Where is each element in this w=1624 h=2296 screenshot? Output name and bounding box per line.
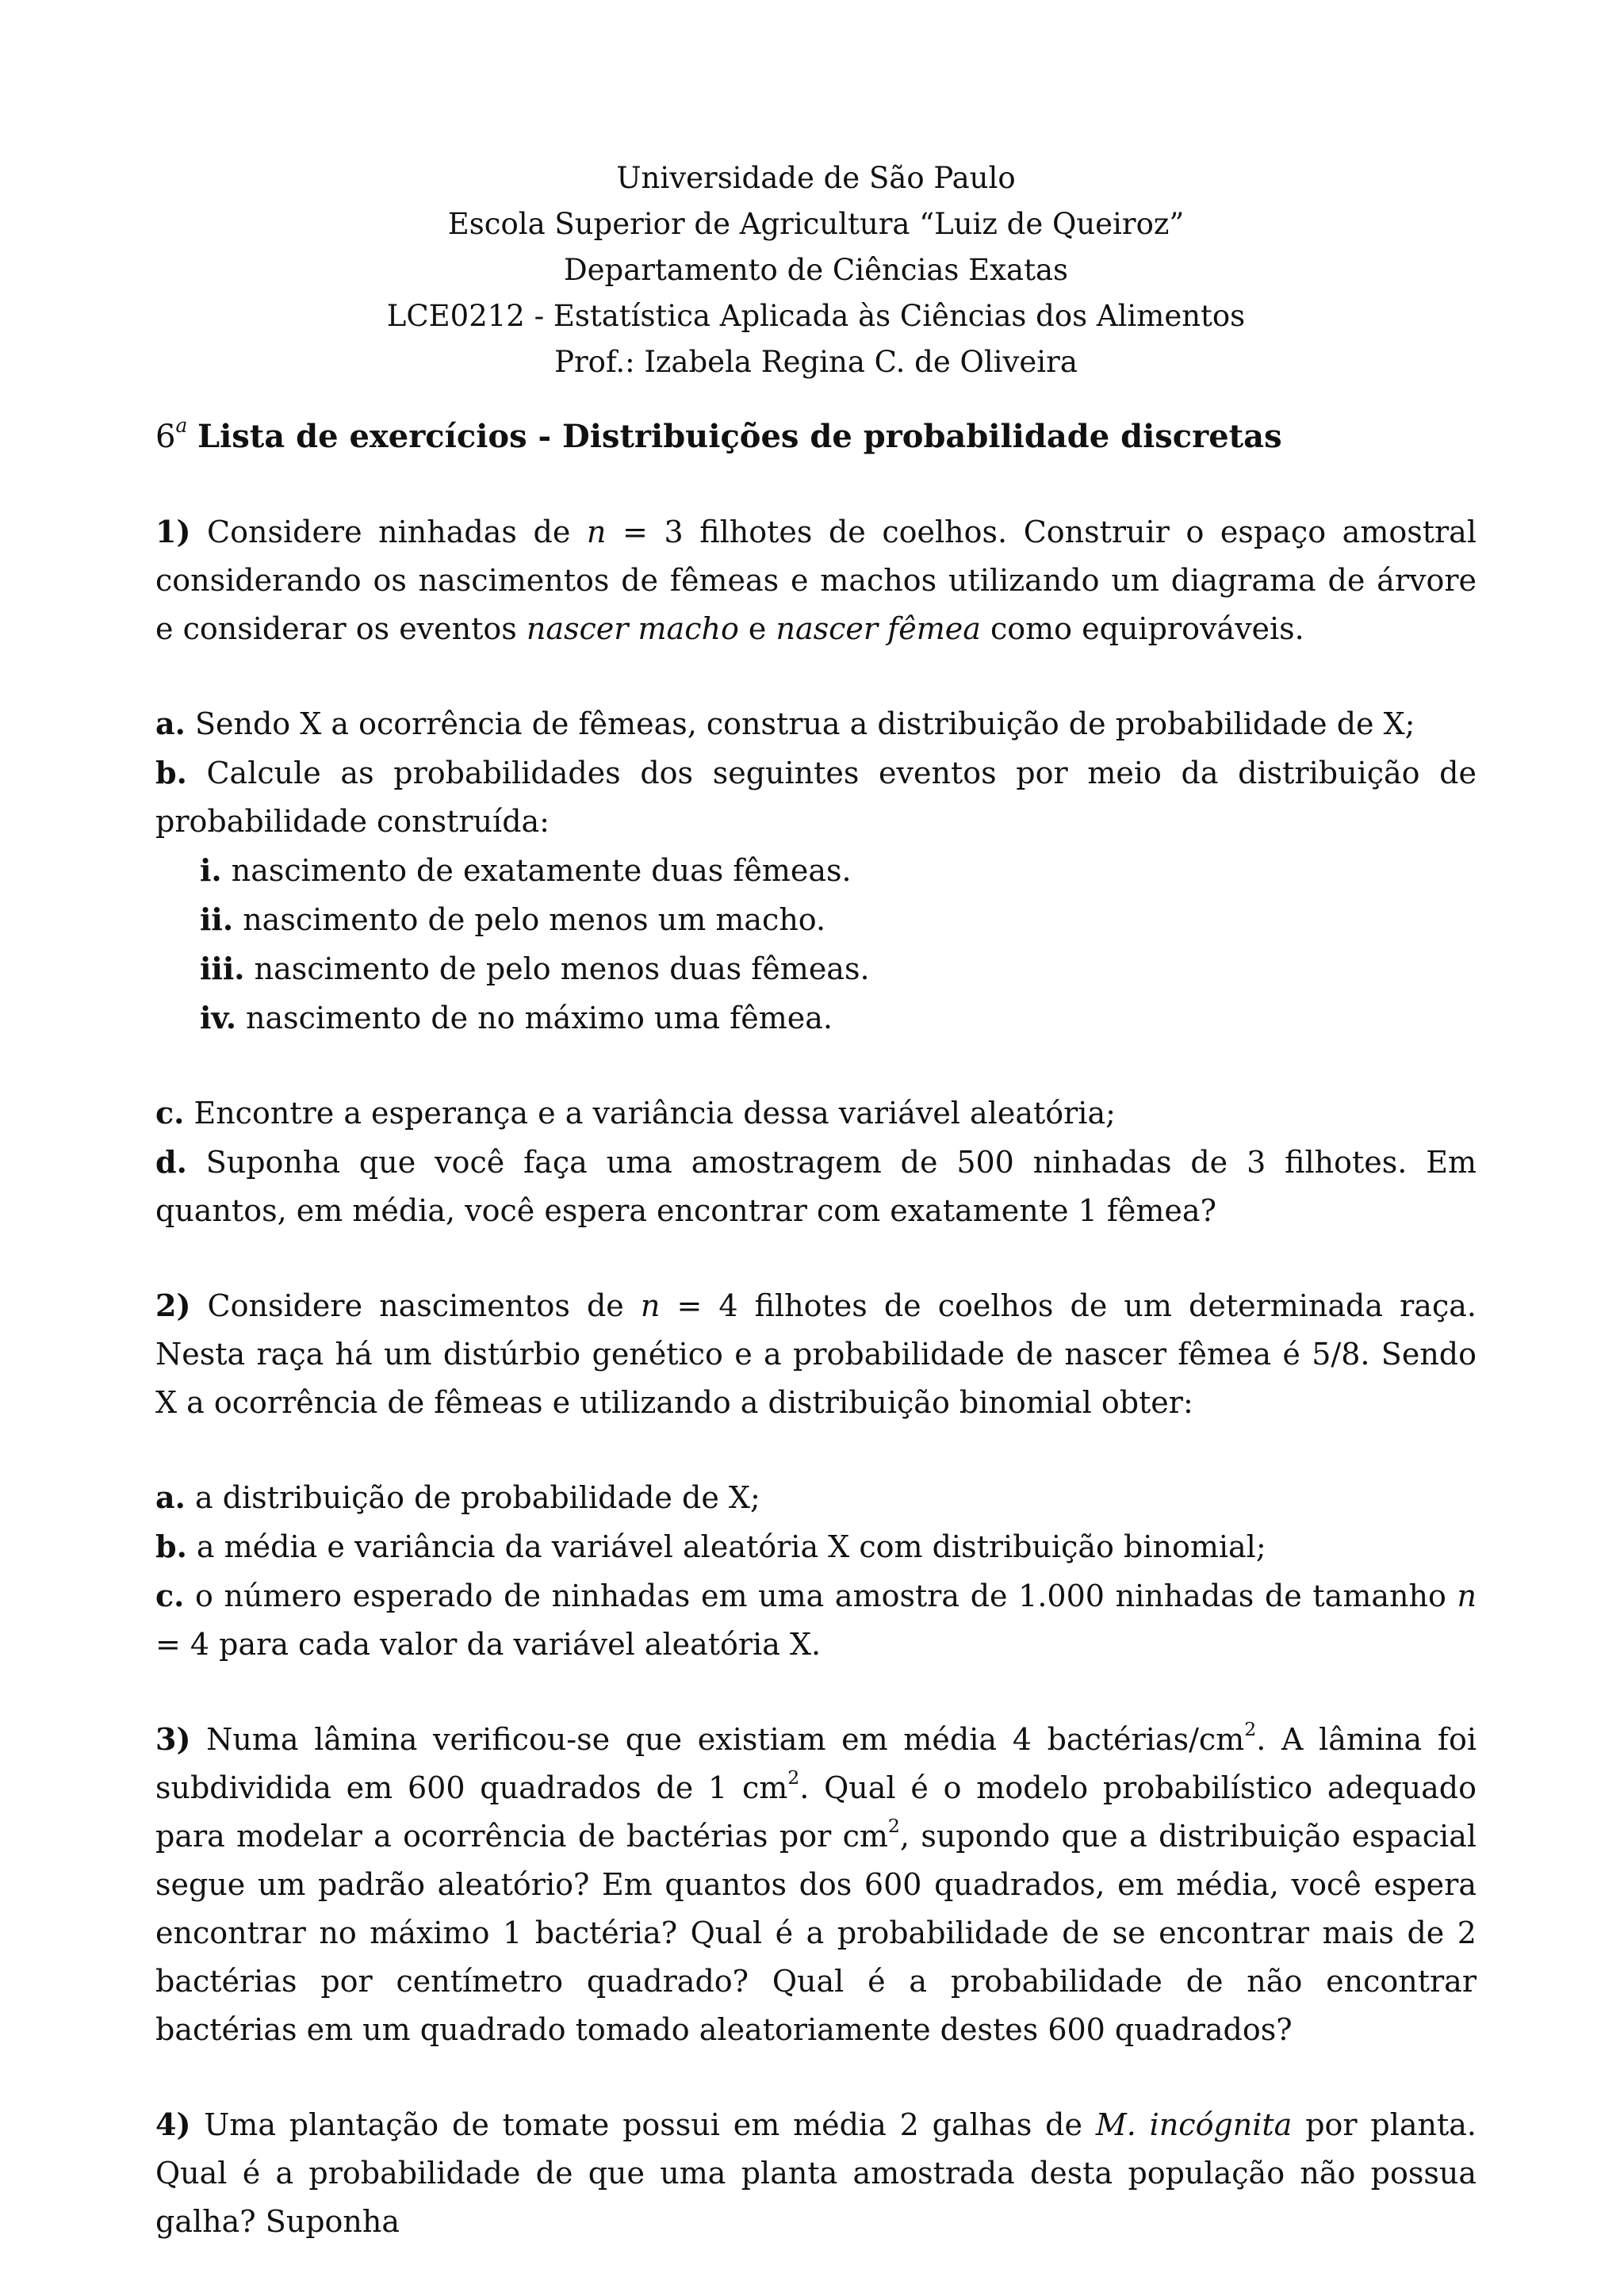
question-2-item-c [155,1571,1477,1669]
item-text: Calcule as probabilidades dos seguintes eventos por meio da distribuição de probabilidade construída: [155,756,1477,839]
item-label: b. [155,1529,187,1564]
question-4-number: 4) [155,2107,191,2142]
item-text: a média e variância da variável aleatória X com distribuição binomial; [196,1529,1266,1564]
question-3-sup-1: 2 [1244,1717,1257,1740]
question-1-item-d [155,1138,1477,1235]
question-4-text-2: por planta. Qual é a probabilidade de que uma planta amostrada desta população não possua galha? Suponha [155,2107,1477,2239]
item-text: a distribuição de probabilidade de X; [194,1480,760,1515]
question-1-subitem-i [200,846,1477,895]
item-text: o número esperado de ninhadas em uma amostra de 1.000 ninhadas de tamanho [195,1578,1446,1613]
question-4-species: M. incógnita [1095,2107,1293,2142]
department-name: Departamento de Ciências Exatas [563,253,1069,287]
question-2-items [155,1473,1477,1669]
subitem-text: nascimento de exatamente duas fêmeas. [231,853,852,888]
document-header [155,155,1477,385]
question-1-item-a [155,699,1477,748]
item-text: Sendo X a ocorrência de fêmeas, construa a distribuição de probabilidade de X; [194,706,1415,741]
question-3-sup-3: 2 [887,1814,900,1837]
school-name: Escola Superior de Agricultura “Luiz de Queiroz” [447,207,1185,241]
item-n: n [1457,1578,1477,1613]
list-title-text: Lista de exercícios - Distribuições de probabilidade discretas [197,418,1282,455]
item-label: a. [155,1479,186,1515]
question-1-n: n [586,515,607,549]
subitem-text: nascimento de no máximo uma fêmea. [246,1001,833,1035]
question-1-items-ab [155,699,1477,1043]
item-label: b. [155,755,187,790]
question-1-number: 1) [155,514,191,549]
item-label: c. [155,1578,185,1613]
subitem-label: iii. [200,951,245,986]
question-1-items-cd [155,1089,1477,1235]
subitem-text: nascimento de pelo menos duas fêmeas. [254,951,870,986]
question-1-item-b [155,748,1477,846]
subitem-label: iv. [200,1000,236,1035]
question-3-sup-2: 2 [787,1766,800,1789]
question-3-text-3: . Qual é o modelo probabilístico adequado para modelar a ocorrência de bactérias por cm [155,1770,1477,1854]
item-text-b: = 4 para cada valor da variável aleatória X. [155,1627,822,1662]
question-2-n: n [640,1288,661,1323]
question-1-event-female: nascer fêmea [776,611,981,646]
item-label: d. [155,1144,187,1180]
question-1-item-c [155,1089,1477,1138]
professor-name: Prof.: Izabela Regina C. de Oliveira [554,345,1078,379]
question-3-text-1: Numa lâmina verificou-se que existiam em média 4 bactérias/cm [206,1722,1245,1757]
item-label: c. [155,1095,185,1131]
item-text: Suponha que você faça uma amostragem de 500 ninhadas de 3 filhotes. Em quantos, em média, você espera encontrar com exatamente 1 fêmea? [155,1145,1477,1228]
question-3 [155,1715,1477,2054]
question-4-text-1: Uma plantação de tomate possui em média 2 galhas de [204,2107,1082,2142]
question-1-and: e [748,611,767,646]
question-2-item-b [155,1522,1477,1571]
item-label: a. [155,706,186,741]
subitem-label: i. [200,852,222,888]
question-1-subitem-iv [200,993,1477,1043]
list-number: 6 [155,419,176,455]
question-1-event-male: nascer macho [526,611,739,646]
question-2-text-a: Considere nascimentos de [207,1288,624,1323]
university-name: Universidade de São Paulo [616,161,1016,195]
question-2-text-b: = 4 filhotes de coelhos de um determinada raça. Nesta raça há um distúrbio genético e a probabilidade de nascer fêmea é 5/8. Sendo X a ocorrência de fêmeas e utilizando a distribuição binomial obter: [155,1288,1477,1420]
document-page [155,155,1477,2246]
question-1-intro [155,507,1477,653]
subitem-label: ii. [200,901,234,937]
question-2-number: 2) [155,1288,191,1323]
question-1-subitem-ii [200,895,1477,944]
list-number-sup: a [175,413,188,437]
question-2-intro [155,1281,1477,1427]
question-1-subitem-iii [200,944,1477,993]
question-1-text-a: Considere ninhadas de [207,515,571,549]
question-2-item-a [155,1473,1477,1522]
item-text: Encontre a esperança e a variância dessa variável aleatória; [193,1096,1116,1131]
question-3-text-2: . A lâmina foi subdividida em 600 quadrados de 1 cm [155,1722,1477,1805]
question-1-text-c: como equiprováveis. [990,611,1304,646]
list-title [155,412,1477,461]
question-1-text-b: = 3 filhotes de coelhos. Construir o espaço amostral considerando os nascimentos de fêmeas e machos utilizando um diagrama de árvore e considerar os eventos [155,515,1477,646]
subitem-text: nascimento de pelo menos um macho. [243,902,826,937]
question-3-number: 3) [155,1721,191,1757]
question-4 [155,2100,1477,2246]
question-3-text-4: , supondo que a distribuição espacial segue um padrão aleatório? Em quantos dos 600 quadrados, em média, você espera encontrar no máximo 1 bactéria? Qual é a probabilidade de se encontrar mais de 2 bactérias por centímetro quadrado? Qual é a probabilidade de não encontrar bactérias em um quadrado tomado aleatoriamente destes 600 quadrados? [155,1819,1477,2047]
course-name: LCE0212 - Estatística Aplicada às Ciências dos Alimentos [386,299,1246,333]
